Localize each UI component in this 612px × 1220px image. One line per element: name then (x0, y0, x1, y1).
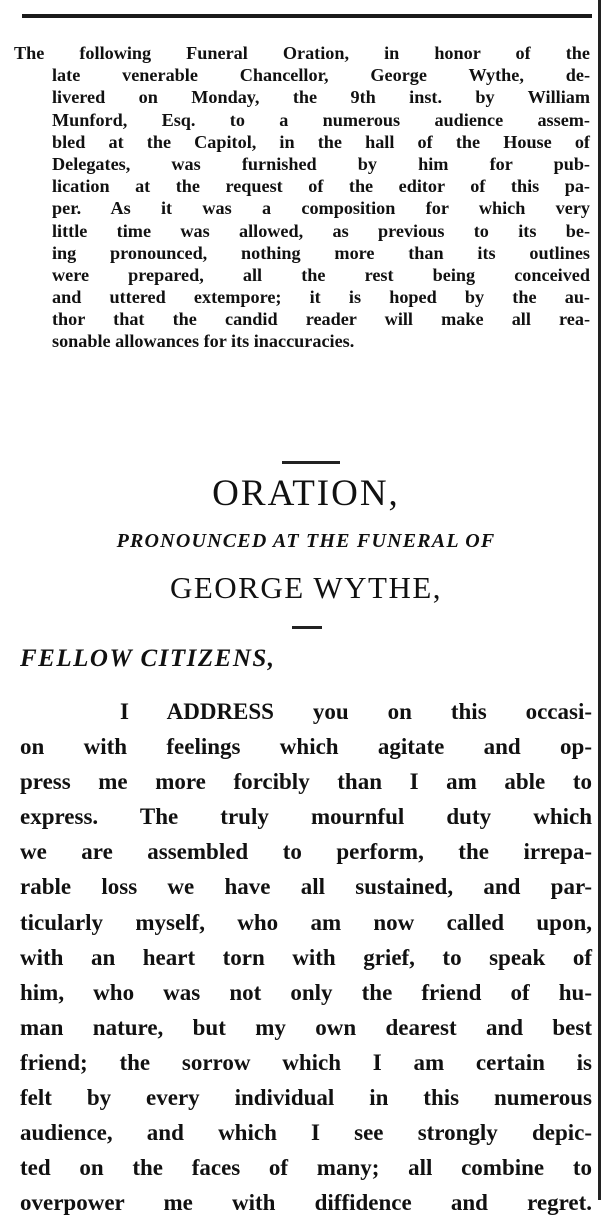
body-line: felt by every individual in this numerous (20, 1085, 592, 1111)
intro-line: were prepared, all the rest being conceived (52, 264, 590, 285)
intro-line: sonable allowances for its inaccuracies. (52, 331, 355, 352)
body-line: we are assembled to perform, the irrepa- (20, 839, 592, 865)
salutation: FELLOW CITIZENS, (20, 645, 276, 672)
intro-line: ing pronounced, nothing more than its outlines (52, 242, 590, 263)
intro-line: late venerable Chancellor, George Wythe, de- (52, 65, 590, 86)
body-line: overpower me with diffidence and regret. (20, 1190, 592, 1216)
subject-name: GEORGE WYTHE, (169, 570, 443, 605)
body-line: ted on the faces of many; all combine to (20, 1155, 592, 1181)
intro-line: Delegates, was furnished by him for pub- (52, 153, 590, 174)
intro-line: The following Funeral Oration, in honor of the (14, 43, 590, 63)
body-line: with an heart torn with grief, to speak of (20, 944, 592, 970)
body-line: on with feelings which agitate and op- (20, 734, 592, 760)
body-line: express. The truly mournful duty which (20, 804, 592, 830)
body-line: ticularly myself, who am now called upon, (20, 909, 592, 935)
body-line: man nature, but my own dearest and best (20, 1014, 592, 1040)
intro-line: per. As it was a composition for which very (52, 198, 590, 219)
body-line: rable loss we have all sustained, and par- (20, 874, 592, 900)
body-line: press me more forcibly than I am able to (20, 769, 592, 795)
intro-paragraph (14, 42, 590, 353)
intro-line: and uttered extempore; it is hoped by the au- (52, 287, 590, 308)
oration-body (20, 694, 592, 1220)
intro-line: livered on Monday, the 9th inst. by William (52, 87, 590, 108)
body-line: friend; the sorrow which I am certain is (20, 1049, 592, 1075)
intro-line: thor that the candid reader will make all rea- (52, 309, 590, 330)
top-rule (22, 14, 592, 18)
body-line: him, who was not only the friend of hu- (20, 979, 592, 1005)
body-line: I ADDRESS you on this occasi- (120, 699, 592, 724)
intro-line: little time was allowed, as previous to its be- (52, 220, 590, 241)
oration-title: ORATION, (212, 473, 400, 514)
body-line: audience, and which I see strongly depic- (20, 1120, 592, 1146)
intro-line: bled at the Capitol, in the hall of the House of (52, 131, 590, 152)
intro-line: Munford, Esq. to a numerous audience assem- (52, 109, 590, 130)
intro-line: lication at the request of the editor of this pa- (52, 176, 590, 197)
oration-subtitle: PRONOUNCED AT THE FUNERAL OF (116, 530, 496, 552)
section-divider (282, 461, 340, 464)
section-divider (292, 626, 322, 629)
